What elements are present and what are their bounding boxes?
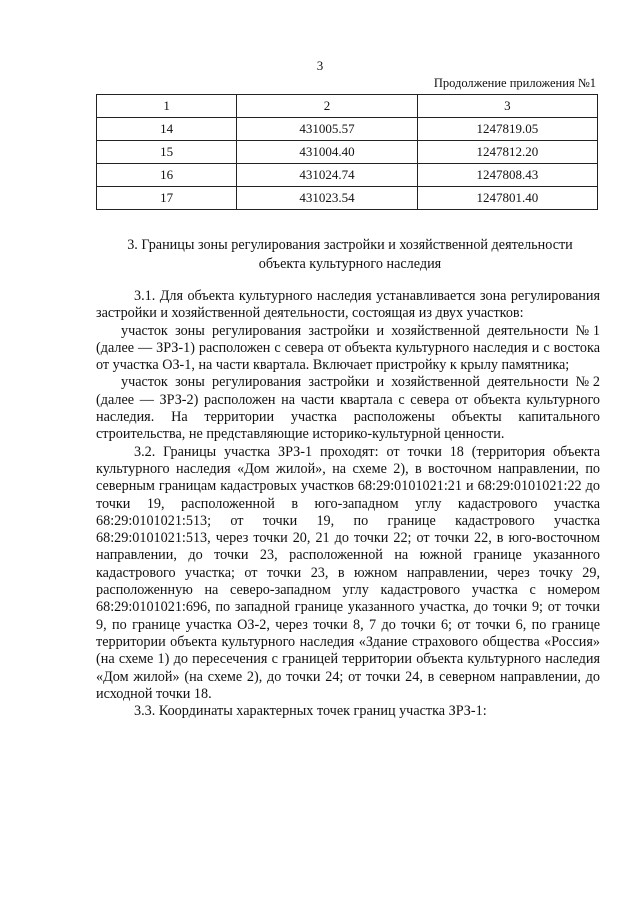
y-coordinate-cell: 1247808.43 xyxy=(417,164,597,187)
x-coordinate-cell: 431023.54 xyxy=(237,187,417,210)
section-heading: 3. Границы зоны регулирования застройки и хозяйственной деятельности объекта культурного наследия xyxy=(127,237,573,272)
y-coordinate-cell: 1247801.40 xyxy=(417,187,597,210)
paragraph-3-3: 3.3. Координаты характерных точек границ участка ЗРЗ-1: xyxy=(134,703,487,720)
paragraph-3-1: 3.1. Для объекта культурного наследия устанавливается зона регулирования застройки и хозяйственной деятельности, состоящая из двух участков: xyxy=(96,288,600,322)
y-coordinate-cell: 1247819.05 xyxy=(417,118,597,141)
appendix-continuation-label: Продолжение приложения №1 xyxy=(433,76,596,90)
coordinates-table xyxy=(96,94,598,210)
document-body xyxy=(96,288,600,720)
point-number-cell: 15 xyxy=(97,141,237,164)
column-header: 2 xyxy=(237,95,417,118)
x-coordinate-cell: 431024.74 xyxy=(237,164,417,187)
page-number: 3 xyxy=(316,58,324,73)
point-number-cell: 17 xyxy=(97,187,237,210)
table-header-row xyxy=(97,95,598,118)
point-number-cell: 14 xyxy=(97,118,237,141)
table-row xyxy=(97,141,598,164)
paragraph-zrz-2: участок зоны регулирования застройки и хозяйственной деятельности №2 (далее — ЗРЗ-2) расположен на части квартала с севера от объекта культурного наследия. На территории участка расположены объекты капитального строительства, не представляющие историко-культурной ценности. xyxy=(96,374,600,443)
x-coordinate-cell: 431005.57 xyxy=(237,118,417,141)
y-coordinate-cell: 1247812.20 xyxy=(417,141,597,164)
table-row xyxy=(97,118,598,141)
paragraph-zrz-1: участок зоны регулирования застройки и хозяйственной деятельности №1 (далее — ЗРЗ-1) расположен с севера от объекта культурного наследия и с востока от участка ОЗ-1, на части квартала. Включает пристройку к крылу памятника; xyxy=(96,322,600,374)
column-header: 1 xyxy=(97,95,237,118)
paragraph-3-2: 3.2. Границы участка ЗРЗ-1 проходят: от точки 18 (территория объекта культурного наследия «Дом жилой», на схеме 2), в восточном направлении, по северным границам кадастровых участков 68:29:0101021:21 и 68:29:0101021:22 до точки 19, расположенной в юго-западном углу кадастрового участка 68:29:0101021:513; от точки 19, по границе кадастрового участка 68:29:0101021:513, через точки 20, 21 до точки 22; от точки 22, в юго-восточном направлении, до точки 23, расположенной на южной границе указанного кадастрового участка; от точки 23, в южном направлении, через точку 29, расположенную на северо-западном углу кадастрового участка с номером 68:29:0101021:696, по западной границе указанного участка, до точки 9; от точки 9, по границе участка ОЗ-2, через точки 8, 7 до точки 6; от точки 6, по границе территории объекта культурного наследия «Здание страхового общества «Россия» (на схеме 1) до пересечения с границей территории объекта культурного наследия «Дом жилой» (на схеме 2), до точки 24; от точки 24, в северном направлении, до исходной точки 18. xyxy=(96,443,600,702)
x-coordinate-cell: 431004.40 xyxy=(237,141,417,164)
point-number-cell: 16 xyxy=(97,164,237,187)
table-row xyxy=(97,164,598,187)
table-row xyxy=(97,187,598,210)
column-header: 3 xyxy=(417,95,597,118)
